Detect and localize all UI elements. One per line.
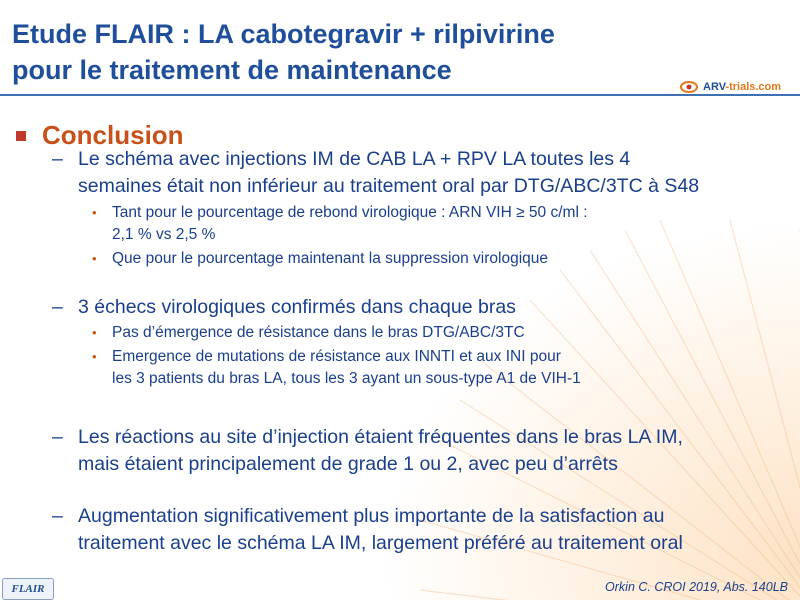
section-heading: Conclusion [42,120,184,150]
subitem-text-line: Que pour le pourcentage maintenant la suppression virologique [112,250,549,267]
title-divider [0,94,800,96]
title-bar [0,0,800,96]
subitem-text-line: 2,1 % vs 2,5 % [112,226,216,243]
item-text-line: Augmentation significativement plus importante de la satisfaction au [78,505,665,527]
logo-swoosh-icon [680,79,700,95]
flair-badge-label: FLAIR [11,583,45,595]
subitem-text-line: Emergence de mutations de résistance aux INNTI et aux INI pour [112,348,561,365]
flair-badge [2,578,54,600]
citation: Orkin C. CROI 2019, Abs. 140LB [605,580,788,594]
dash-bullet-icon: – [52,296,63,318]
slide-title-line2: pour le traitement de maintenance [12,55,452,85]
square-bullet-icon [16,131,26,141]
item-text-line: Le schéma avec injections IM de CAB LA + RPV LA toutes les 4 [78,148,631,170]
slide-title-line1: Etude FLAIR : LA cabotegravir + rilpivirine [12,19,555,49]
logo-text: ARV-trials.com [703,81,782,93]
dot-bullet-icon: • [92,325,97,340]
subitem-text-line: les 3 patients du bras LA, tous les 3 ayant un sous-type A1 de VIH-1 [112,370,581,387]
item-text-line: mais étaient principalement de grade 1 ou 2, avec peu d’arrêts [78,453,618,475]
dot-bullet-icon: • [92,251,97,266]
dot-bullet-icon: • [92,205,97,220]
slide-title [12,16,555,88]
subitem-text-line: Pas d’émergence de résistance dans le bras DTG/ABC/3TC [112,324,525,341]
subitem-text-line: Tant pour le pourcentage de rebond virologique : ARN VIH ≥ 50 c/ml : [112,204,588,221]
dash-bullet-icon: – [52,148,63,170]
item-text-line: semaines était non inférieur au traitement oral par DTG/ABC/3TC à S48 [78,175,700,197]
item-text-line: traitement avec le schéma LA IM, largement préféré au traitement oral [78,532,683,554]
item-text-line: Les réactions au site d’injection étaient fréquentes dans le bras LA IM, [78,426,683,448]
dash-bullet-icon: – [52,426,63,448]
item-text-line: 3 échecs virologiques confirmés dans chaque bras [78,296,516,318]
dot-bullet-icon: • [92,349,97,364]
dash-bullet-icon: – [52,505,63,527]
